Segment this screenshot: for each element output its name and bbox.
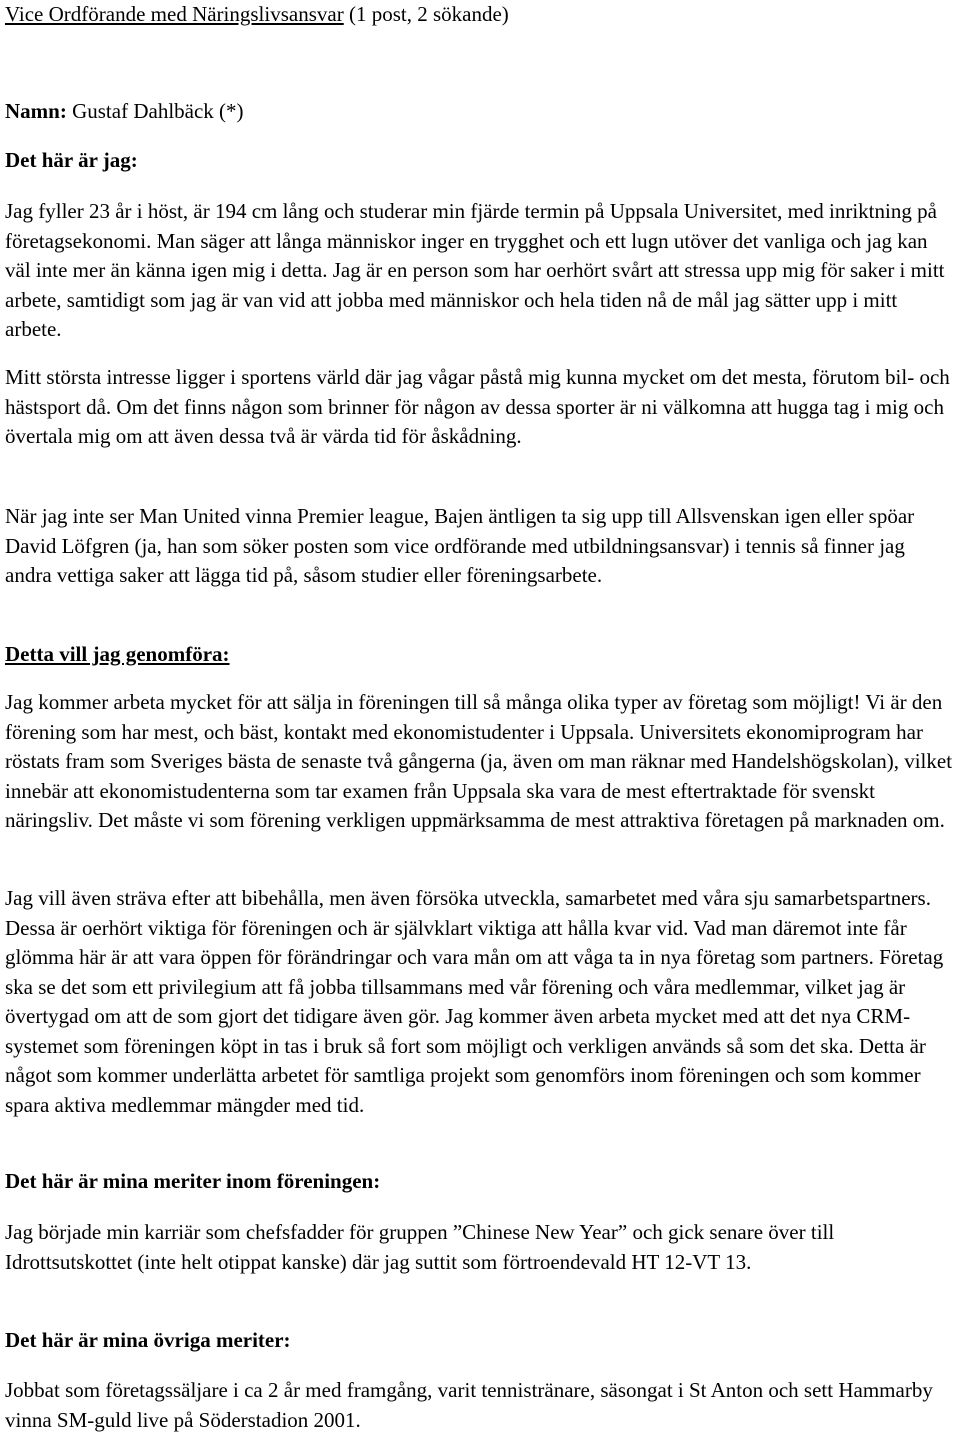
goals-heading: Detta vill jag genomföra:: [5, 642, 230, 666]
name-label: Namn:: [5, 99, 67, 123]
other-merits-paragraph: Jobbat som företagssäljare i ca 2 år med framgång, varit tennistränare, säsongat i St Anton och sett Hammarby vinna SM-guld live på Söderstadion 2001.: [5, 1378, 933, 1432]
candidate-name-line: [5, 97, 244, 127]
document-title: [5, 0, 509, 29]
about-paragraph-2: Mitt största intresse ligger i sportens värld där jag vågar påstå mig kunna mycket om det mesta, förutom bil- och hästsport då. Om det finns någon som brinner för någon av dessa sporter är ni välkomna att hugga tag i mig och övertala mig om att även dessa två är värda tid för åskådning.: [5, 365, 950, 448]
name-value: Gustaf Dahlbäck (*): [66, 99, 244, 123]
position-title: Vice Ordförande med Näringslivsansvar: [5, 2, 344, 26]
position-info: (1 post, 2 sökande): [343, 2, 509, 26]
other-merits-heading: Det här är mina övriga meriter:: [5, 1328, 291, 1352]
merits-paragraph: Jag började min karriär som chefsfadder för gruppen ”Chinese New Year” och gick senare över till Idrottsutskottet (inte helt otippat kanske) där jag suttit som förtroendevald HT 12-VT 13.: [5, 1220, 835, 1274]
merits-heading: Det här är mina meriter inom föreningen:: [5, 1169, 381, 1193]
about-heading: Det här är jag:: [5, 148, 138, 172]
about-paragraph-3: När jag inte ser Man United vinna Premier league, Bajen äntligen ta sig upp till Allsvenskan igen eller spöar David Löfgren (ja, han som söker posten som vice ordförande med utbildningsansvar) i tennis så finner jag andra vettiga saker att lägga tid på, såsom studier eller föreningsarbete.: [5, 504, 915, 587]
goals-paragraph-1: Jag kommer arbeta mycket för att sälja in föreningen till så många olika typer av företag som möjligt! Vi är den förening som har mest, och bäst, kontakt med ekonomistudenter i Uppsala. Universitets ekonomiprogram har röstats fram som Sveriges bästa de senaste två gångerna (ja, även om man räknar med Handelshögskolan), vilket innebär att ekonomistudenterna som tar examen från Uppsala ska vara de mest eftertraktade för svenskt näringsliv. Det måste vi som förening verkligen uppmärksamma de mest attraktiva företagen på marknaden om.: [5, 690, 953, 832]
about-paragraph-1: Jag fyller 23 år i höst, är 194 cm lång och studerar min fjärde termin på Uppsala Universitet, med inriktning på företagsekonomi. Man säger att långa människor inger en trygghet och ett lugn utöver det vanliga och jag kan väl inte mer än känna igen mig i detta. Jag är en person som har oerhört svårt att stressa upp mig för saker i mitt arbete, samtidigt som jag är van vid att jobba med människor och hela tiden nå de mål jag sätter upp i mitt arbete.: [5, 199, 945, 341]
goals-paragraph-2: Jag vill även sträva efter att bibehålla, men även försöka utveckla, samarbetet med våra sju samarbetspartners. Dessa är oerhört viktiga för föreningen och är självklart viktiga att hålla kvar vid. Vad man däremot inte får glömma här är att vara öppen för förändringar och vara mån om att våga ta in nya företag som partners. Företag ska se det som ett privilegium att få jobba tillsammans med vår förening och våra medlemmar, vilket jag är övertygad om att de som gjort det tidigare även gör. Jag kommer även arbeta mycket med att det nya CRM-systemet som föreningen köpt in tas i bruk så fort som möjligt och verkligen används så som det ska. Detta är något som kommer underlätta arbetet för samtliga projekt som genomförs inom föreningen och som kommer spara aktiva medlemmar mängder med tid.: [5, 886, 944, 1117]
